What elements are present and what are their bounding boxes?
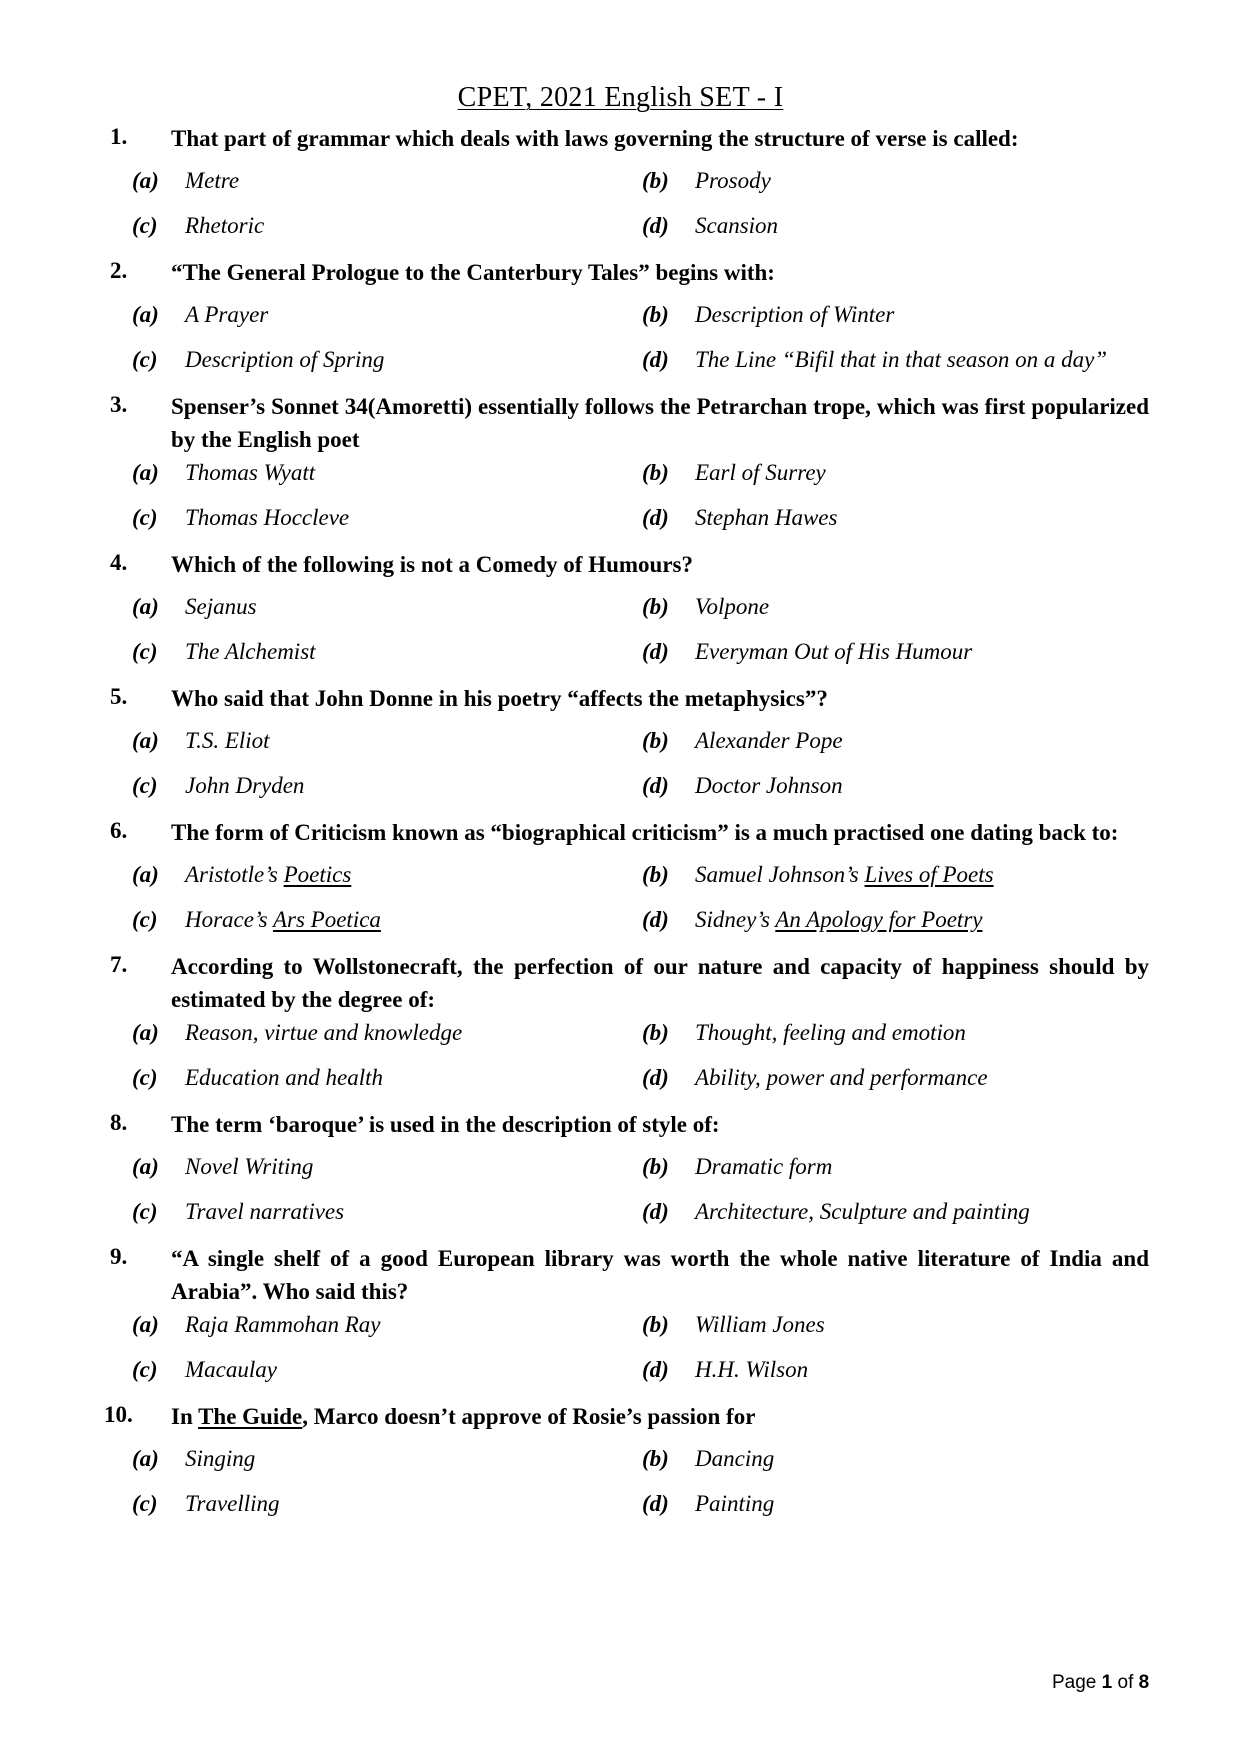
option-text: Metre: [185, 168, 240, 193]
option-label: (b): [642, 1154, 669, 1179]
option-label: (b): [642, 862, 669, 887]
question-text: The form of Criticism known as “biographical criticism” is a much practised one dating back to:: [171, 820, 1119, 845]
option-text: Description of Winter: [695, 302, 895, 327]
option-text: Ability, power and performance: [695, 1065, 988, 1090]
option-text: Volpone: [695, 594, 770, 619]
option-text: Samuel Johnson’s Lives of Poets: [695, 862, 994, 887]
option-label: (c): [132, 773, 158, 798]
question-number: 8.: [110, 1110, 128, 1135]
option-label: (b): [642, 1312, 669, 1337]
option-text: Dramatic form: [695, 1154, 833, 1179]
option-label: (a): [132, 168, 159, 193]
option-label: (d): [642, 1065, 669, 1090]
option-label: (d): [642, 773, 669, 798]
option-text: Architecture, Sculpture and painting: [695, 1199, 1030, 1224]
question-number: 1.: [110, 124, 128, 149]
option-text: H.H. Wilson: [695, 1357, 809, 1382]
work-title: An Apology for Poetry: [775, 907, 983, 932]
question-2: [0, 254, 1241, 388]
option-text: Prosody: [695, 168, 771, 193]
option-label: (d): [642, 213, 669, 238]
option-label: (a): [132, 594, 159, 619]
exam-title: CPET, 2021 English SET - I: [457, 82, 784, 113]
option-text: Reason, virtue and knowledge: [185, 1020, 463, 1045]
option-text: Alexander Pope: [695, 728, 843, 753]
option-label: (a): [132, 302, 159, 327]
page-number: Page 1 of 8: [1052, 1672, 1150, 1693]
option-text: Travelling: [185, 1491, 280, 1516]
option-text: Horace’s Ars Poetica: [185, 907, 381, 932]
option-label: (b): [642, 1020, 669, 1045]
option-label: (d): [642, 1199, 669, 1224]
option-label: (d): [642, 907, 669, 932]
question-text: “A single shelf of a good European library was worth the whole native literature of India and Arabia”. Who said this?: [171, 1246, 1149, 1304]
option-text: Raja Rammohan Ray: [185, 1312, 381, 1337]
option-label: (b): [642, 168, 669, 193]
option-label: (a): [132, 1020, 159, 1045]
question-10: [0, 1398, 1241, 1532]
option-label: (d): [642, 1491, 669, 1516]
option-text: A Prayer: [185, 302, 269, 327]
question-text: Spenser’s Sonnet 34(Amoretti) essentially follows the Petrarchan trope, which was first popularized by the English poet: [171, 394, 1149, 452]
option-text: T.S. Eliot: [185, 728, 270, 753]
option-label: (c): [132, 213, 158, 238]
option-label: (b): [642, 460, 669, 485]
option-text: Painting: [695, 1491, 775, 1516]
question-3: [0, 388, 1241, 546]
option-text: Sidney’s An Apology for Poetry: [695, 907, 983, 932]
option-text: The Line “Bifil that in that season on a day”: [695, 347, 1108, 372]
question-7: [0, 948, 1241, 1106]
option-label: (a): [132, 728, 159, 753]
option-label: (c): [132, 347, 158, 372]
work-title: Poetics: [283, 862, 352, 887]
question-4: [0, 546, 1241, 680]
option-label: (c): [132, 1065, 158, 1090]
option-label: (b): [642, 1446, 669, 1471]
option-text: Description of Spring: [185, 347, 385, 372]
option-text: Singing: [185, 1446, 256, 1471]
option-label: (c): [132, 1491, 158, 1516]
option-label: (d): [642, 505, 669, 530]
option-label: (d): [642, 1357, 669, 1382]
option-label: (c): [132, 505, 158, 530]
option-label: (a): [132, 1446, 159, 1471]
question-text: Which of the following is not a Comedy of Humours?: [171, 552, 693, 577]
question-9: [0, 1240, 1241, 1398]
option-label: (d): [642, 347, 669, 372]
question-6: [0, 814, 1241, 948]
option-label: (c): [132, 1199, 158, 1224]
option-text: Dancing: [695, 1446, 775, 1471]
question-5: [0, 680, 1241, 814]
option-text: Stephan Hawes: [695, 505, 838, 530]
option-text: Earl of Surrey: [695, 460, 826, 485]
option-label: (a): [132, 460, 159, 485]
question-8: [0, 1106, 1241, 1240]
question-number: 10.: [104, 1402, 133, 1427]
question-text: The term ‘baroque’ is used in the description of style of:: [171, 1112, 720, 1137]
question-number: 6.: [110, 818, 128, 843]
option-text: Everyman Out of His Humour: [695, 639, 973, 664]
option-text: Thomas Hoccleve: [185, 505, 350, 530]
option-text: Education and health: [185, 1065, 384, 1090]
option-text: Scansion: [695, 213, 779, 238]
option-label: (a): [132, 1154, 159, 1179]
page-header: [0, 82, 1241, 114]
option-label: (a): [132, 862, 159, 887]
question-1: [0, 120, 1241, 254]
option-text: Travel narratives: [185, 1199, 345, 1224]
question-text: According to Wollstonecraft, the perfection of our nature and capacity of happiness should by estimated by the degree of:: [171, 954, 1149, 1012]
option-text: Rhetoric: [185, 213, 265, 238]
option-label: (b): [642, 302, 669, 327]
option-text: William Jones: [695, 1312, 825, 1337]
option-text: Macaulay: [185, 1357, 277, 1382]
option-label: (d): [642, 639, 669, 664]
option-text: Aristotle’s Poetics: [185, 862, 352, 887]
option-label: (c): [132, 907, 158, 932]
option-label: (b): [642, 728, 669, 753]
question-number: 3.: [110, 392, 128, 417]
question-text: “The General Prologue to the Canterbury Tales” begins with:: [171, 260, 775, 285]
option-label: (a): [132, 1312, 159, 1337]
option-text: Novel Writing: [185, 1154, 314, 1179]
question-text: Who said that John Donne in his poetry “affects the metaphysics”?: [171, 686, 828, 711]
option-text: The Alchemist: [185, 639, 316, 664]
option-label: (c): [132, 639, 158, 664]
option-text: Thomas Wyatt: [185, 460, 316, 485]
work-title: The Guide: [198, 1404, 303, 1429]
question-number: 9.: [110, 1244, 128, 1269]
question-number: 7.: [110, 952, 128, 977]
option-label: (c): [132, 1357, 158, 1382]
option-text: Sejanus: [185, 594, 257, 619]
question-number: 2.: [110, 258, 128, 283]
option-text: Thought, feeling and emotion: [695, 1020, 966, 1045]
question-number: 4.: [110, 550, 128, 575]
question-number: 5.: [110, 684, 128, 709]
question-text: In The Guide, Marco doesn’t approve of Rosie’s passion for: [171, 1404, 756, 1429]
question-list: [0, 120, 1241, 1532]
option-text: John Dryden: [185, 773, 305, 798]
option-text: Doctor Johnson: [695, 773, 843, 798]
work-title: Lives of Poets: [864, 862, 994, 887]
question-text: That part of grammar which deals with laws governing the structure of verse is called:: [171, 126, 1019, 151]
work-title: Ars Poetica: [272, 907, 381, 932]
option-label: (b): [642, 594, 669, 619]
